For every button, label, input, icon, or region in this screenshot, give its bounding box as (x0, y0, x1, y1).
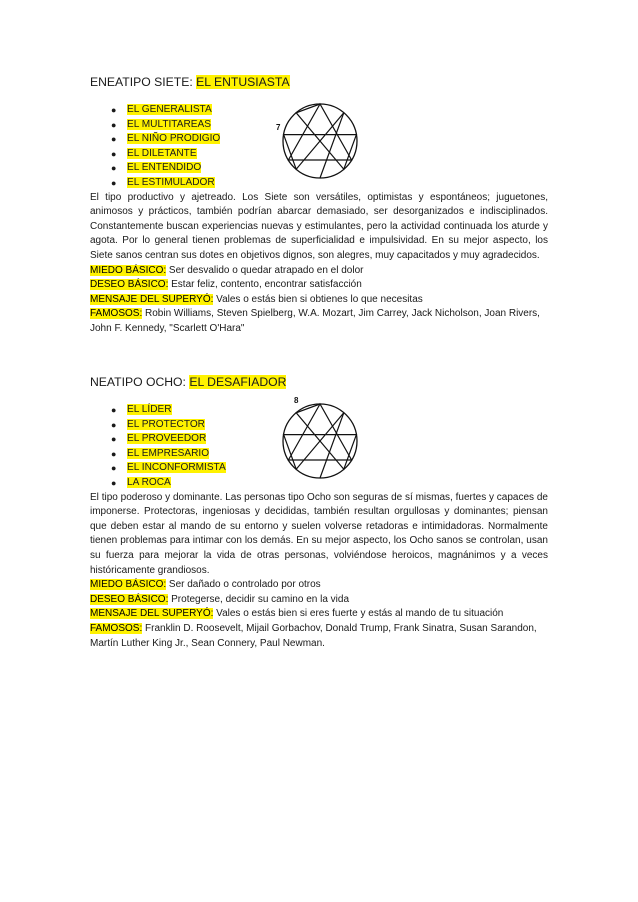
bullet-icon: ● (111, 419, 117, 430)
bullet-icon: ● (111, 434, 117, 445)
bullet-icon: ● (111, 177, 117, 188)
traits-block (90, 396, 548, 491)
list-item: ● EL MULTITAREAS (90, 118, 548, 133)
enneagram-seven-icon (278, 97, 362, 183)
heading-prefix: ENEATIPO SIETE: (90, 75, 193, 89)
list-item: ● EL ENTENDIDO (90, 161, 548, 176)
section-heading (90, 374, 548, 390)
type-description: El tipo productivo y ajetreado. Los Siete son versátiles, optimistas y espontáneos; juguetones, animosos y prácticos, también podrían abarcar demasiado, ser desorganizados e indisciplinados. Constantemente buscan experiencias nuevas y estimulantes, pero la actividad continuada los aturde y agota. Por lo general tienen problemas de superficialidad e impulsividad. En su mejor aspecto, los Siete sanos centran sus dotes en objetivos dignos, son alegres, muy capacitados y muy agradecidos. (90, 191, 548, 261)
section-type-seven (90, 74, 548, 337)
list-item: ● EL NIÑO PRODIGIO (90, 132, 548, 147)
bullet-icon: ● (111, 134, 117, 145)
basic-desire: DESEO BÁSICO: Estar feliz, contento, encontrar satisfacción (90, 279, 362, 291)
list-item: ● EL ESTIMULADOR (90, 176, 548, 191)
list-item: ● EL PROVEEDOR (90, 432, 548, 447)
list-item: ● EL GENERALISTA (90, 103, 548, 118)
type-number: 7 (276, 123, 281, 132)
basic-desire: DESEO BÁSICO: Protegerse, decidir su camino en la vida (90, 593, 350, 605)
type-number: 8 (294, 396, 299, 405)
superego-message: MENSAJE DEL SUPERYÓ: Vales o estás bien si eres fuerte y estás al mando de tu situación (90, 608, 504, 620)
bullet-icon: ● (111, 105, 117, 115)
bullet-icon: ● (111, 448, 117, 459)
type-description: El tipo poderoso y dominante. Las personas tipo Ocho son seguras de sí mismas, fuertes y capaces de imponerse. Protectoras, ingeniosas y decididas, también resultan orgullosas y dominantes; piensan que deben estar al mando de su entorno y suelen volverse retadoras e intimidadoras. Normalmente tienen problemas para intimar con los demás. En su mejor aspecto, los Ocho sanos se controlan, usan su fuerza para mejorar la vida de otras personas, volviéndose heroicos, magnánimos y a veces históricamente grandiosos. (90, 491, 548, 576)
bullet-icon: ● (111, 163, 117, 174)
heading-title: EL ENTUSIASTA (196, 75, 290, 89)
section-type-eight (90, 374, 548, 651)
list-item: ● EL INCONFORMISTA (90, 461, 548, 476)
bullet-icon: ● (111, 148, 117, 159)
list-item: ● LA ROCA (90, 476, 548, 491)
bullet-icon: ● (111, 463, 117, 474)
list-item: ● EL EMPRESARIO (90, 447, 548, 462)
famous-people: FAMOSOS: Robin Williams, Steven Spielberg, W.A. Mozart, Jim Carrey, Jack Nicholson, Joan Rivers, John F. Kennedy, "Scarlett O'Hara" (90, 308, 540, 334)
traits-block (90, 103, 548, 191)
heading-title: EL DESAFIADOR (189, 375, 287, 389)
heading-prefix: NEATIPO OCHO: (90, 375, 186, 389)
list-item: ● EL DILETANTE (90, 147, 548, 162)
list-item: ● EL PROTECTOR (90, 418, 548, 433)
famous-people: FAMOSOS: Franklin D. Roosevelt, Mijail Gorbachov, Donald Trump, Frank Sinatra, Susan Sarandon, Martín Luther King Jr., Sean Connery, Paul Newman. (90, 622, 537, 649)
bullet-icon: ● (111, 119, 117, 130)
bullet-icon: ● (111, 477, 117, 488)
bullet-icon: ● (111, 405, 117, 415)
section-heading (90, 74, 548, 90)
basic-fear: MIEDO BÁSICO: Ser desvalido o quedar atrapado en el dolor (90, 264, 364, 276)
enneagram-eight-icon (278, 397, 362, 483)
superego-message: MENSAJE DEL SUPERYÓ: Vales o estás bien si obtienes lo que necesitas (90, 293, 423, 305)
list-item: ● EL LÍDER (90, 403, 548, 418)
basic-fear: MIEDO BÁSICO: Ser dañado o controlado por otros (90, 579, 321, 591)
